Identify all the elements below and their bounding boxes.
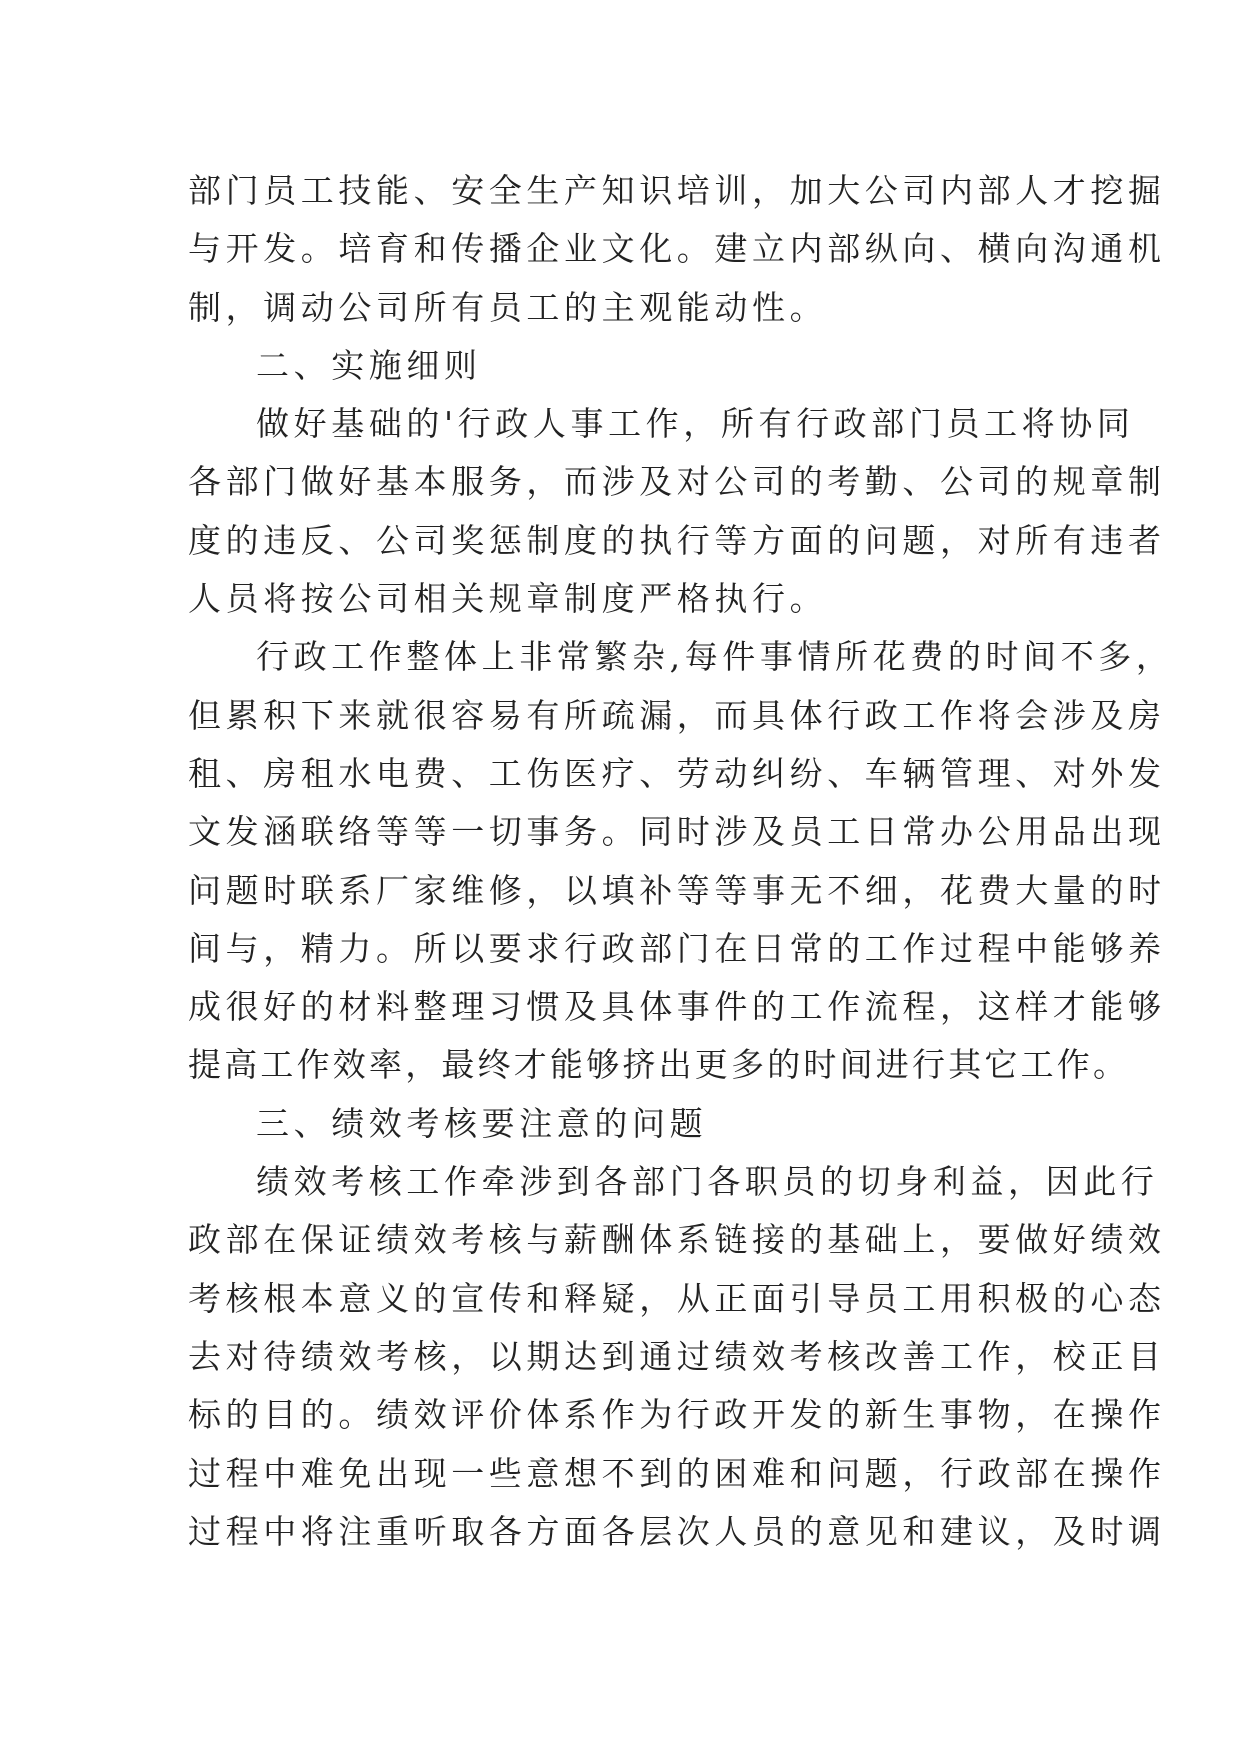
- text-line: 考核根本意义的宣传和释疑，从正面引导员工用积极的心态: [188, 1278, 1166, 1318]
- text-line: 与开发。培育和传播企业文化。建立内部纵向、横向沟通机: [188, 229, 1166, 269]
- text-line: 部门员工技能、安全生产知识培训，加大公司内部人才挖掘: [188, 171, 1166, 210]
- text-line: 度的违反、公司奖惩制度的执行等方面的问题，对所有违者: [188, 520, 1166, 560]
- text-line: 问题时联系厂家维修，以填补等等事无不细，花费大量的时: [188, 870, 1166, 910]
- text-line: 标的目的。绩效评价体系作为行政开发的新生事物，在操作: [188, 1395, 1166, 1435]
- text-line: 各部门做好基本服务，而涉及对公司的考勤、公司的规章制: [188, 462, 1166, 502]
- text-line: 政部在保证绩效考核与薪酬体系链接的基础上，要做好绩效: [188, 1220, 1166, 1260]
- text-line: 成很好的材料整理习惯及具体事件的工作流程，这样才能够: [188, 987, 1166, 1027]
- text-line: 租、房租水电费、工伤医疗、劳动纠纷、车辆管理、对外发: [188, 753, 1166, 793]
- text-line: 人员将按公司相关规章制度严格执行。: [188, 579, 828, 619]
- text-line: 过程中难免出现一些意想不到的困难和问题，行政部在操作: [188, 1453, 1166, 1493]
- text-line: 行政工作整体上非常繁杂,每件事情所花费的时间不多，: [256, 637, 1174, 677]
- text-line: 制，调动公司所有员工的主观能动性。: [188, 287, 828, 327]
- document-body: [188, 162, 1174, 1561]
- text-line: 去对待绩效考核，以期达到通过绩效考核改善工作，校正目: [188, 1336, 1166, 1376]
- text-line: 文发涵联络等等一切事务。同时涉及员工日常办公用品出现: [188, 812, 1166, 852]
- section-heading: 二、实施细则: [256, 345, 482, 385]
- text-line: 但累积下来就很容易有所疏漏，而具体行政工作将会涉及房: [188, 695, 1166, 735]
- text-line: 做好基础的'行政人事工作，所有行政部门员工将协同: [256, 404, 1135, 444]
- section-heading: 三、绩效考核要注意的问题: [256, 1103, 708, 1143]
- text-line: 过程中将注重听取各方面各层次人员的意见和建议，及时调: [188, 1511, 1166, 1551]
- text-line: 提高工作效率，最终才能够挤出更多的时间进行其它工作。: [188, 1045, 1130, 1085]
- text-line: 绩效考核工作牵涉到各部门各职员的切身利益，因此行: [256, 1162, 1159, 1202]
- text-line: 间与，精力。所以要求行政部门在日常的工作过程中能够养: [188, 928, 1166, 968]
